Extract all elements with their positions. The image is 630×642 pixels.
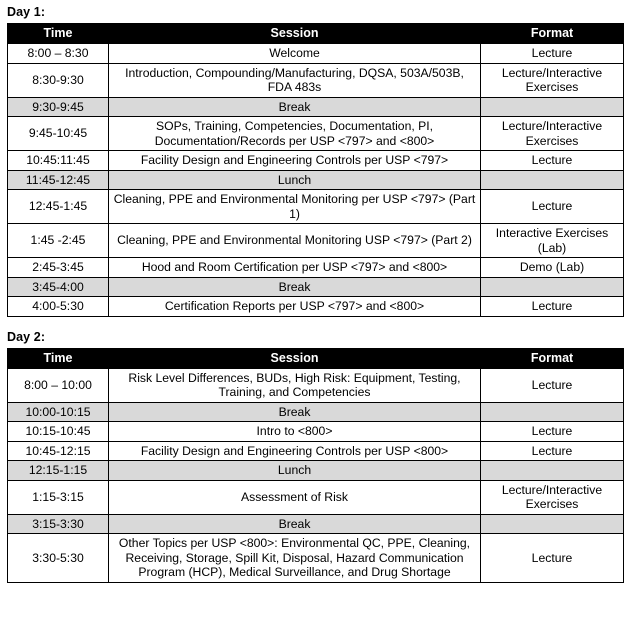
- day1-table-body: [8, 44, 624, 317]
- cell-format: Lecture: [481, 441, 624, 461]
- cell-session: Intro to <800>: [109, 422, 481, 442]
- cell-format: Lecture/Interactive Exercises: [481, 117, 624, 151]
- table-row: [8, 480, 624, 514]
- cell-time: 9:30-9:45: [8, 97, 109, 117]
- cell-session: Certification Reports per USP <797> and <800>: [109, 297, 481, 317]
- cell-time: 10:45-12:15: [8, 441, 109, 461]
- table-row: [8, 514, 624, 534]
- cell-time: 10:15-10:45: [8, 422, 109, 442]
- cell-session: Assessment of Risk: [109, 480, 481, 514]
- day1-table-header: [8, 24, 624, 44]
- cell-format: Lecture/Interactive Exercises: [481, 63, 624, 97]
- cell-format: Lecture: [481, 297, 624, 317]
- cell-format: Lecture: [481, 422, 624, 442]
- table-row: [8, 190, 624, 224]
- column-header-format: Format: [481, 24, 624, 44]
- cell-format: [481, 277, 624, 297]
- cell-session: Welcome: [109, 44, 481, 64]
- cell-time: 8:00 – 8:30: [8, 44, 109, 64]
- cell-format: [481, 402, 624, 422]
- cell-session: Break: [109, 277, 481, 297]
- cell-time: 4:00-5:30: [8, 297, 109, 317]
- table-row: [8, 63, 624, 97]
- cell-session: SOPs, Training, Competencies, Documentation, PI, Documentation/Records per USP <797> and <800>: [109, 117, 481, 151]
- column-header-time: Time: [8, 24, 109, 44]
- cell-time: 1:45 -2:45: [8, 224, 109, 258]
- table-row: [8, 224, 624, 258]
- cell-session: Break: [109, 514, 481, 534]
- cell-time: 3:15-3:30: [8, 514, 109, 534]
- cell-format: Lecture: [481, 534, 624, 583]
- cell-time: 12:45-1:45: [8, 190, 109, 224]
- table-row: [8, 258, 624, 278]
- cell-time: 12:15-1:15: [8, 461, 109, 481]
- cell-session: Other Topics per USP <800>: Environmental QC, PPE, Cleaning, Receiving, Storage, Spill Kit, Disposal, Hazard Communication Program (HCP), Medical Surveillance, and Drug Shortage: [109, 534, 481, 583]
- cell-time: 1:15-3:15: [8, 480, 109, 514]
- day1-heading: Day 1:: [7, 5, 46, 19]
- cell-format: Lecture: [481, 44, 624, 64]
- cell-session: Hood and Room Certification per USP <797> and <800>: [109, 258, 481, 278]
- cell-time: 3:30-5:30: [8, 534, 109, 583]
- cell-session: Lunch: [109, 461, 481, 481]
- cell-session: Introduction, Compounding/Manufacturing, DQSA, 503A/503B, FDA 483s: [109, 63, 481, 97]
- column-header-session: Session: [109, 24, 481, 44]
- cell-format: Lecture/Interactive Exercises: [481, 480, 624, 514]
- table-row: [8, 297, 624, 317]
- cell-time: 2:45-3:45: [8, 258, 109, 278]
- cell-format: Lecture: [481, 151, 624, 171]
- cell-format: Demo (Lab): [481, 258, 624, 278]
- table-row: [8, 402, 624, 422]
- cell-session: Facility Design and Engineering Controls per USP <797>: [109, 151, 481, 171]
- table-header-row: [8, 24, 624, 44]
- table-row: [8, 368, 624, 402]
- cell-time: 10:45:11:45: [8, 151, 109, 171]
- cell-time: 8:30-9:30: [8, 63, 109, 97]
- cell-time: 11:45-12:45: [8, 170, 109, 190]
- column-header-time: Time: [8, 348, 109, 368]
- table-row: [8, 441, 624, 461]
- day2-heading: Day 2:: [7, 329, 46, 344]
- table-row: [8, 117, 624, 151]
- cell-session: Facility Design and Engineering Controls per USP <800>: [109, 441, 481, 461]
- cell-session: Break: [109, 97, 481, 117]
- cell-format: Lecture: [481, 190, 624, 224]
- day1-schedule-table: [7, 23, 624, 317]
- table-row: [8, 534, 624, 583]
- cell-format: [481, 514, 624, 534]
- table-row: [8, 461, 624, 481]
- cell-session: Break: [109, 402, 481, 422]
- column-header-session: Session: [109, 348, 481, 368]
- table-row: [8, 422, 624, 442]
- column-header-format: Format: [481, 348, 624, 368]
- cell-session: Risk Level Differences, BUDs, High Risk: Equipment, Testing, Training, and Competencies: [109, 368, 481, 402]
- table-header-row: [8, 348, 624, 368]
- table-row: [8, 44, 624, 64]
- cell-time: 9:45-10:45: [8, 117, 109, 151]
- cell-session: Lunch: [109, 170, 481, 190]
- cell-format: [481, 97, 624, 117]
- cell-format: Interactive Exercises (Lab): [481, 224, 624, 258]
- cell-session: Cleaning, PPE and Environmental Monitoring per USP <797> (Part 1): [109, 190, 481, 224]
- cell-time: 10:00-10:15: [8, 402, 109, 422]
- cell-time: 8:00 – 10:00: [8, 368, 109, 402]
- table-row: [8, 151, 624, 171]
- cell-format: [481, 461, 624, 481]
- day2-table-header: [8, 348, 624, 368]
- cell-session: Cleaning, PPE and Environmental Monitoring USP <797> (Part 2): [109, 224, 481, 258]
- cell-format: Lecture: [481, 368, 624, 402]
- table-row: [8, 97, 624, 117]
- day2-schedule-table: [7, 348, 624, 583]
- cell-time: 3:45-4:00: [8, 277, 109, 297]
- table-row: [8, 277, 624, 297]
- cell-format: [481, 170, 624, 190]
- day2-table-body: [8, 368, 624, 582]
- table-row: [8, 170, 624, 190]
